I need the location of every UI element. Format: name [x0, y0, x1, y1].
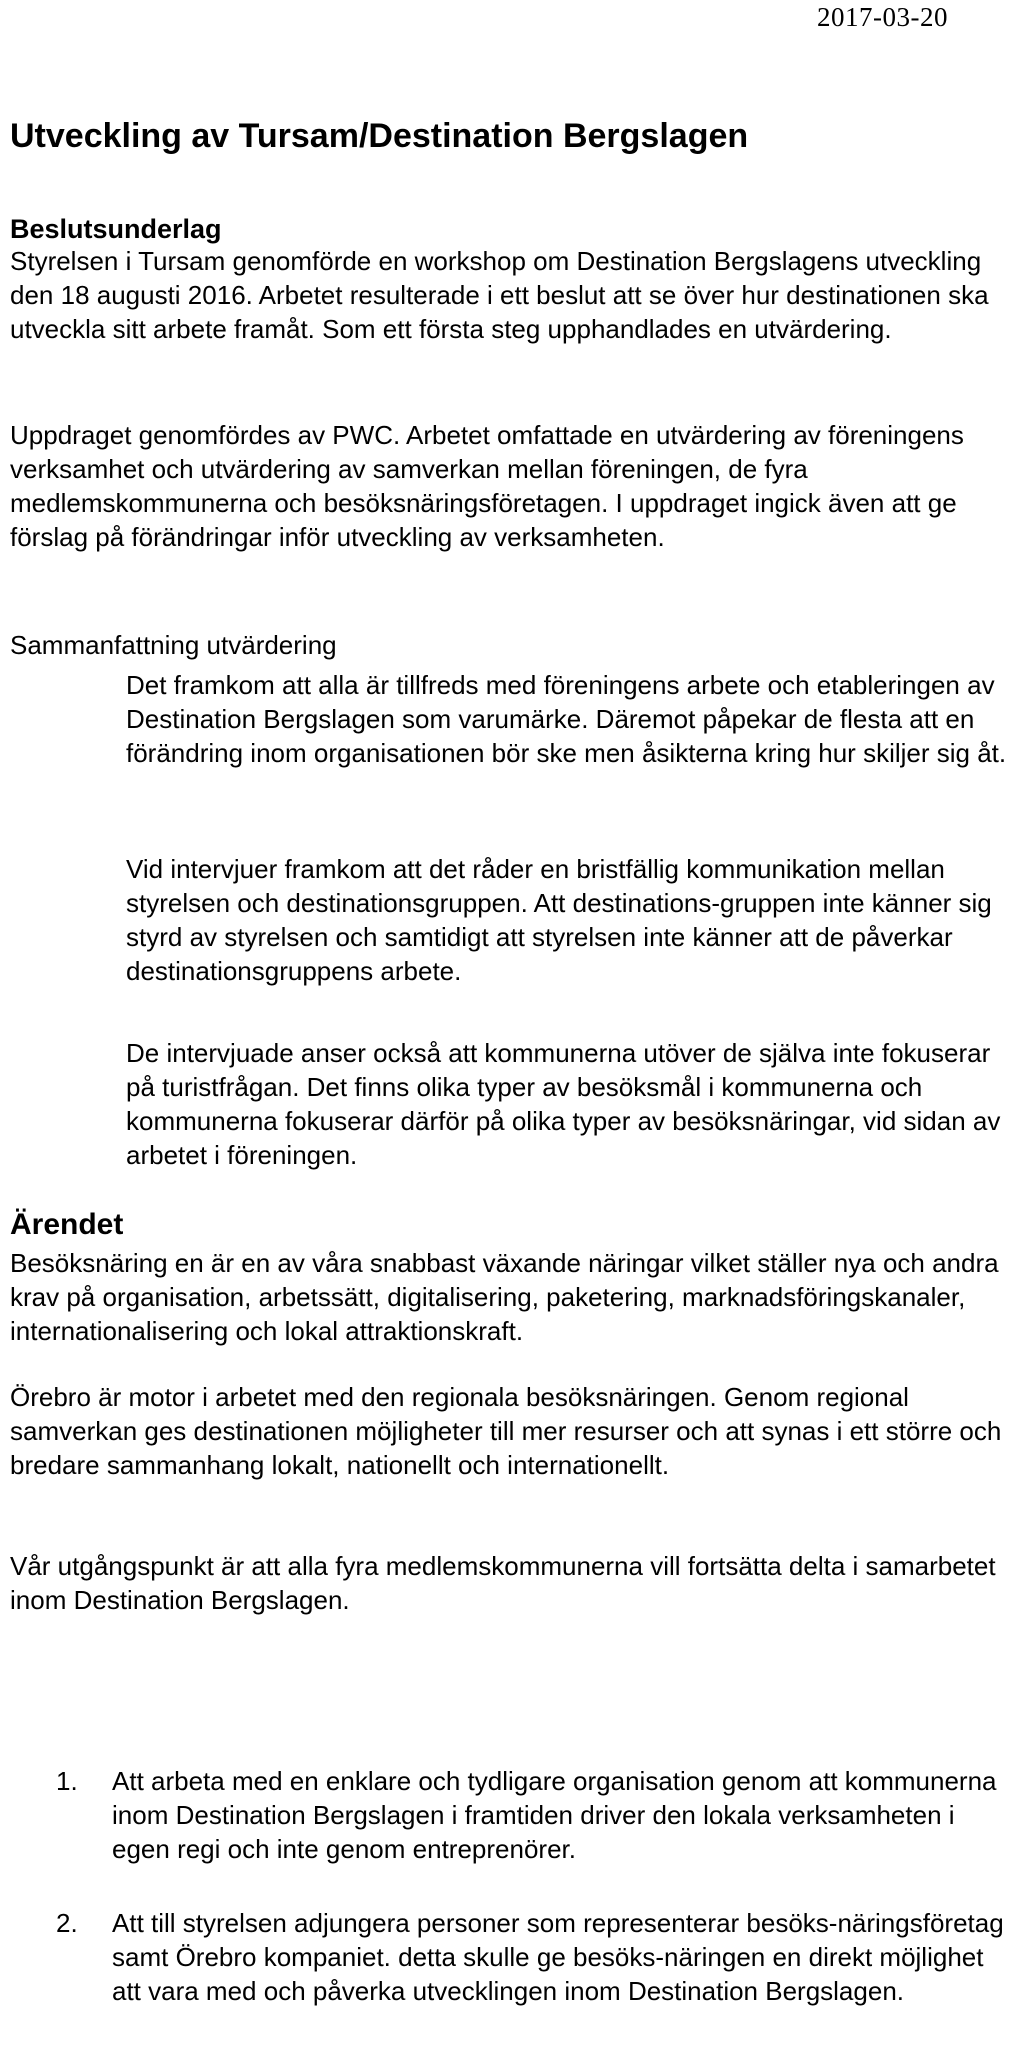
- arendet-paragraph-2: Örebro är motor i arbetet med den regionala besöksnäringen. Genom regional samverkan ges destinationen möjligheter till mer resurser och att synas i ett större och bredare sammanhang lokalt, nationellt och internationellt.: [10, 1382, 1002, 1480]
- arendet-paragraph-3: Vår utgångspunkt är att alla fyra medlemskommunerna vill fortsätta delta i samarbetet inom Destination Bergslagen.: [10, 1551, 996, 1615]
- beslutsunderlag-paragraph-2: Uppdraget genomfördes av PWC. Arbetet omfattade en utvärdering av föreningens verksamhet och utvärdering av samverkan mellan föreningen, de fyra medlemskommunerna och besöksnäringsföretagen. I uppdraget ingick även att ge förslag på förändringar inför utveckling av verksamheten.: [10, 420, 964, 552]
- list-item-number: 1.: [56, 1766, 78, 1796]
- sammanfattning-paragraph-1: Det framkom att alla är tillfreds med föreningens arbete och etableringen av Destination Bergslagen som varumärke. Däremot påpekar de flesta att en förändring inom organisationen bör ske men åsikterna kring hur skiljer sig åt.: [126, 670, 1007, 768]
- sammanfattning-paragraph-3: De intervjuade anser också att kommunerna utöver de själva inte fokuserar på turistfrågan. Det finns olika typer av besöksmål i kommunerna och kommunerna fokuserar därför på olika typer av besöksnäringar, vid sidan av arbetet i föreningen.: [126, 1038, 1001, 1170]
- list-item: [56, 1906, 1016, 2008]
- proposal-list: [56, 1764, 1016, 2008]
- list-item-text: Att till styrelsen adjungera personer som representerar besöks-näringsföretag samt Örebro kompaniet. detta skulle ge besöks-näringen en direkt möjlighet att vara med och påverka utvecklingen inom Destination Bergslagen.: [112, 1908, 1004, 2006]
- sammanfattning-paragraph-2: Vid intervjuer framkom att det råder en bristfällig kommunikation mellan styrelsen och destinationsgruppen. Att destinations-gruppen inte känner sig styrd av styrelsen och samtidigt att styrelsen inte känner att de påverkar destinationsgruppens arbete.: [126, 854, 992, 986]
- beslutsunderlag-heading: Beslutsunderlag: [10, 214, 222, 244]
- arendet-paragraph-1: Besöksnäring en är en av våra snabbast växande näringar vilket ställer nya och andra krav på organisation, arbetssätt, digitalisering, paketering, marknadsföringskanaler, internationalisering och lokal attraktionskraft.: [10, 1248, 999, 1346]
- list-item-text: Att arbeta med en enklare och tydligare organisation genom att kommunerna inom Destination Bergslagen i framtiden driver den lokala verksamheten i egen regi och inte genom entreprenörer.: [112, 1766, 997, 1864]
- document-title: Utveckling av Tursam/Destination Bergslagen: [10, 117, 749, 155]
- list-item: [56, 1764, 1016, 1866]
- sammanfattning-heading: Sammanfattning utvärdering: [10, 630, 337, 660]
- document-date: 2017-03-20: [817, 2, 948, 32]
- list-item-number: 2.: [56, 1908, 78, 1938]
- beslutsunderlag-paragraph-1: Styrelsen i Tursam genomförde en workshop om Destination Bergslagens utveckling den 18 augusti 2016. Arbetet resulterade i ett beslut att se över hur destinationen ska utveckla sitt arbete framåt. Som ett första steg upphandlades en utvärdering.: [10, 246, 989, 344]
- arendet-heading: Ärendet: [10, 1208, 124, 1241]
